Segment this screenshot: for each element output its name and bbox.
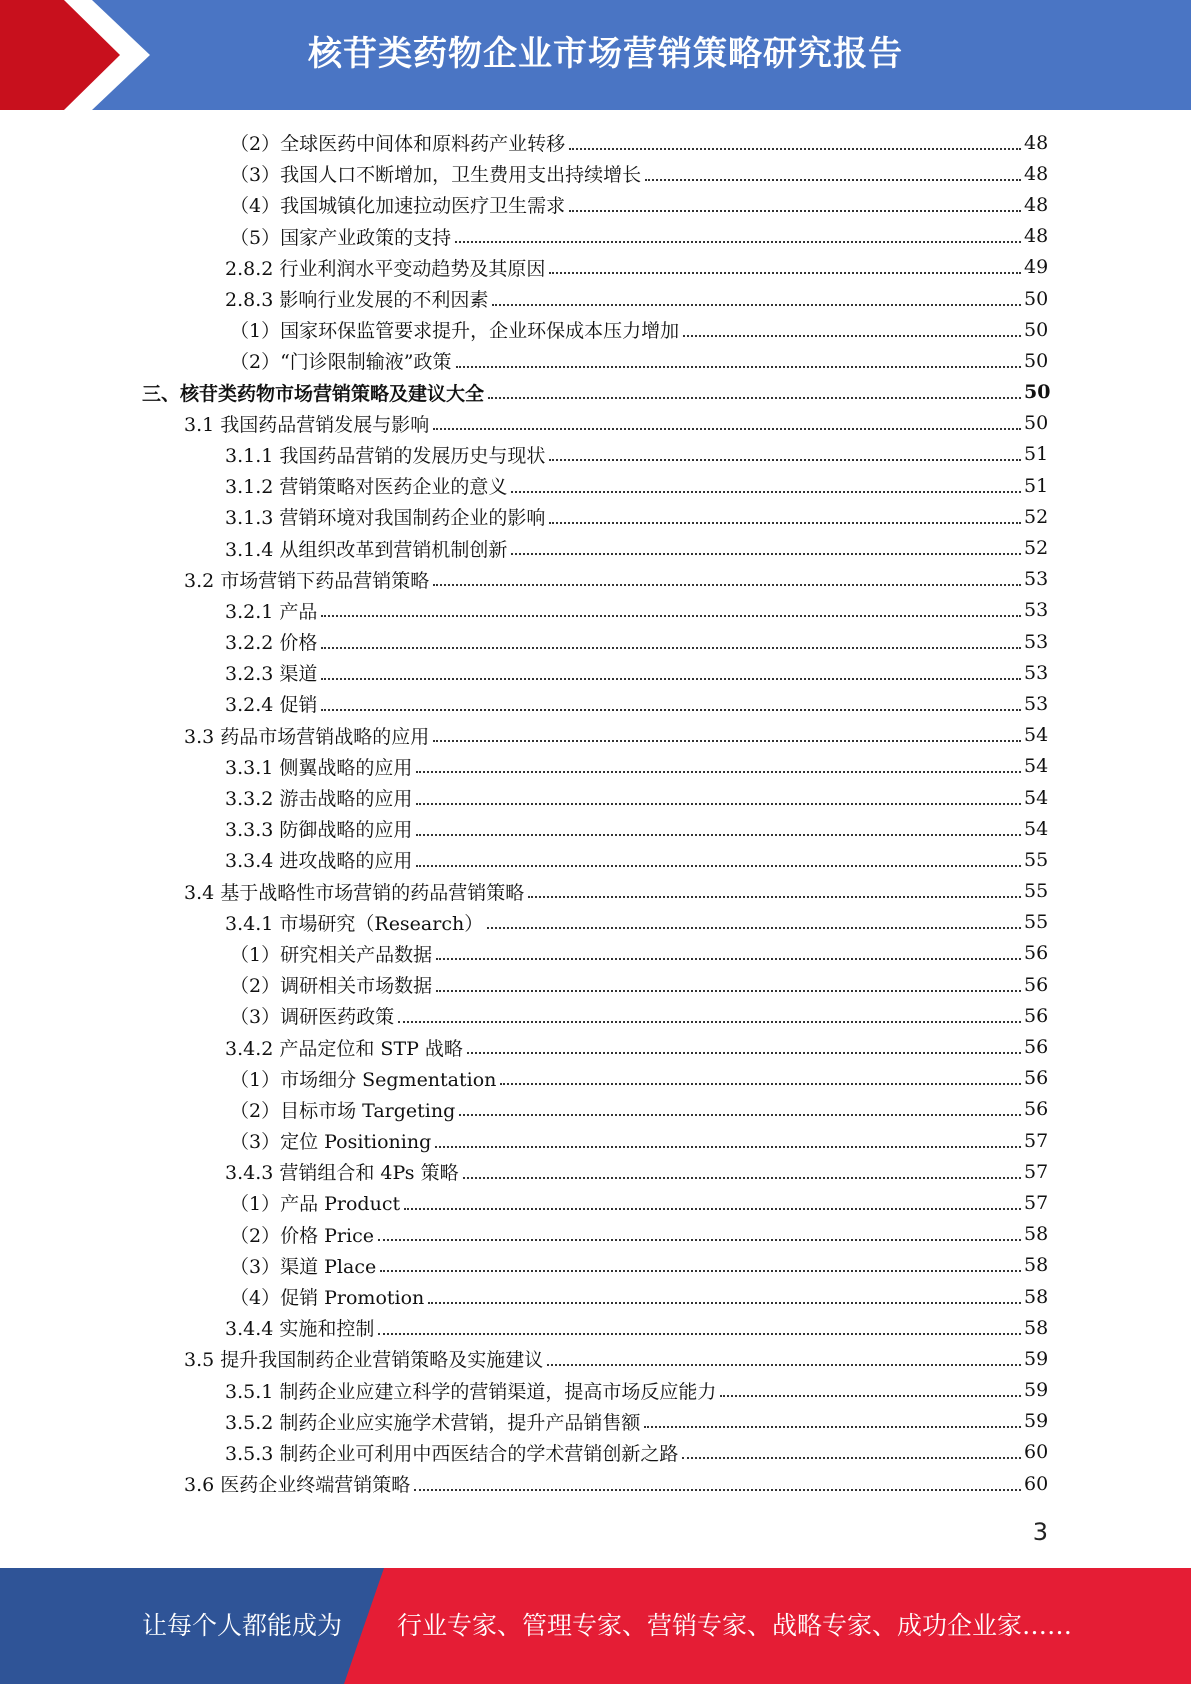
toc-entry-page: 54	[1024, 817, 1049, 840]
toc-entry-page: 52	[1024, 505, 1049, 528]
toc-entry-page: 48	[1024, 162, 1049, 185]
toc-dot-leader	[416, 771, 1021, 773]
toc-entry-title: 3.2.1 产品	[225, 600, 318, 623]
toc-entry[interactable]	[0, 1375, 1191, 1406]
toc-entry[interactable]	[0, 813, 1191, 844]
toc-entry[interactable]	[0, 532, 1191, 563]
toc-entry-page: 55	[1024, 880, 1049, 903]
toc-entry[interactable]	[0, 283, 1191, 314]
toc-entry-page: 59	[1024, 1410, 1049, 1433]
toc-entry-page: 57	[1024, 1129, 1049, 1152]
toc-entry-page: 56	[1024, 1004, 1049, 1027]
toc-dot-leader	[433, 740, 1021, 742]
toc-entry[interactable]	[0, 314, 1191, 345]
toc-entry[interactable]	[0, 720, 1191, 751]
toc-dot-leader	[428, 1302, 1021, 1304]
toc-dot-leader	[569, 210, 1021, 212]
toc-entry-page: 53	[1024, 692, 1049, 715]
toc-entry-title: 3.5.1 制药企业应建立科学的营销渠道，提高市场反应能力	[225, 1380, 717, 1403]
toc-entry-title: 3.4.2 产品定位和 STP 战略	[225, 1037, 463, 1060]
toc-entry-title: 3.5.3 制药企业可利用中西医结合的学术营销创新之路	[225, 1442, 679, 1465]
toc-entry[interactable]	[0, 1063, 1191, 1094]
toc-dot-leader	[414, 1489, 1021, 1491]
toc-entry[interactable]	[0, 1125, 1191, 1156]
toc-dot-leader	[488, 397, 1021, 399]
toc-entry-page: 49	[1024, 256, 1049, 279]
toc-dot-leader	[645, 179, 1021, 181]
toc-entry-page: 58	[1024, 1254, 1049, 1277]
toc-entry[interactable]	[0, 751, 1191, 782]
toc-entry-page: 56	[1024, 1067, 1049, 1090]
toc-dot-leader	[500, 1083, 1021, 1085]
toc-entry-title: 3.1.1 我国药品营销的发展历史与现状	[225, 444, 546, 467]
toc-entry-title: （3）渠道 Place	[230, 1255, 377, 1278]
toc-dot-leader	[683, 335, 1021, 337]
toc-entry-title: （1）产品 Product	[230, 1193, 401, 1216]
toc-entry[interactable]	[0, 969, 1191, 1000]
toc-entry-title: 三、核苷类药物市场营销策略及建议大全	[142, 382, 485, 405]
toc-dot-leader	[416, 803, 1021, 805]
toc-entry-page: 56	[1024, 942, 1049, 965]
toc-dot-leader	[549, 272, 1021, 274]
toc-entry[interactable]	[0, 626, 1191, 657]
toc-dot-leader	[467, 1052, 1021, 1054]
toc-entry[interactable]	[0, 1250, 1191, 1281]
toc-entry[interactable]	[0, 938, 1191, 969]
toc-entry-page: 56	[1024, 973, 1049, 996]
toc-entry-page: 48	[1024, 193, 1049, 216]
toc-entry-title: 3.3 药品市场营销战略的应用	[184, 725, 430, 748]
toc-entry-title: 3.2.2 价格	[225, 632, 318, 655]
toc-dot-leader	[549, 522, 1021, 524]
toc-entry-title: 2.8.3 影响行业发展的不利因素	[225, 289, 489, 312]
toc-entry[interactable]	[0, 501, 1191, 532]
toc-entry[interactable]	[0, 127, 1191, 158]
toc-entry[interactable]	[0, 221, 1191, 252]
toc-entry-title: 3.5 提升我国制药企业营销策略及实施建议	[184, 1349, 544, 1372]
toc-entry-title: （1）研究相关产品数据	[230, 943, 433, 966]
toc-entry[interactable]	[0, 1031, 1191, 1062]
toc-dot-leader	[378, 1333, 1021, 1335]
toc-entry-page: 48	[1024, 131, 1049, 154]
toc-dot-leader	[547, 1364, 1021, 1366]
toc-dot-leader	[463, 1177, 1021, 1179]
toc-entry[interactable]	[0, 688, 1191, 719]
toc-entry-title: （2）“门诊限制输液”政策	[230, 351, 452, 374]
toc-entry-title: （3）定位 Positioning	[230, 1131, 432, 1154]
toc-entry[interactable]	[0, 1156, 1191, 1187]
toc-dot-leader	[398, 1021, 1021, 1023]
toc-dot-leader	[455, 241, 1021, 243]
toc-dot-leader	[492, 304, 1021, 306]
toc-entry[interactable]	[0, 1000, 1191, 1031]
footer-slogan-right: 行业专家、管理专家、营销专家、战略专家、成功企业家……	[397, 1611, 1073, 1640]
toc-entry-title: 3.1.4 从组织改革到营销机制创新	[225, 538, 508, 561]
toc-entry-page: 51	[1024, 474, 1049, 497]
toc-entry[interactable]	[0, 1343, 1191, 1374]
toc-entry-page: 53	[1024, 568, 1049, 591]
toc-entry-page: 50	[1024, 318, 1049, 341]
toc-entry-page: 55	[1024, 911, 1049, 934]
toc-entry-title: 3.3.3 防御战略的应用	[225, 819, 413, 842]
toc-entry[interactable]	[0, 1187, 1191, 1218]
toc-entry-title: （4）促销 Promotion	[230, 1287, 425, 1310]
toc-dot-leader	[456, 366, 1021, 368]
toc-entry-title: 3.1.2 营销策略对医药企业的意义	[225, 476, 508, 499]
toc-entry-title: 2.8.2 行业利润水平变动趋势及其原因	[225, 257, 546, 280]
toc-entry-title: （3）调研医药政策	[230, 1006, 395, 1029]
toc-entry[interactable]	[0, 377, 1191, 408]
toc-dot-leader	[321, 615, 1021, 617]
toc-entry-page: 58	[1024, 1316, 1049, 1339]
toc-entry-title: 3.1 我国药品营销发展与影响	[184, 413, 430, 436]
toc-dot-leader	[436, 958, 1021, 960]
toc-entry-page: 56	[1024, 1098, 1049, 1121]
toc-dot-leader	[682, 1457, 1021, 1459]
toc-dot-leader	[528, 896, 1021, 898]
toc-dot-leader	[321, 678, 1021, 680]
toc-entry-page: 50	[1024, 381, 1051, 404]
toc-entry-title: 3.6 医药企业终端营销策略	[184, 1474, 411, 1497]
toc-entry-page: 59	[1024, 1379, 1049, 1402]
toc-entry-title: （5）国家产业政策的支持	[230, 226, 452, 249]
toc-entry[interactable]	[0, 1468, 1191, 1499]
toc-dot-leader	[378, 1239, 1021, 1241]
toc-entry-page: 53	[1024, 599, 1049, 622]
toc-dot-leader	[416, 865, 1021, 867]
toc-entry-page: 58	[1024, 1223, 1049, 1246]
toc-entry-title: 3.4.1 市場研究（Research）	[225, 912, 484, 935]
toc-entry-page: 60	[1024, 1441, 1049, 1464]
report-title: 核苷类药物企业市场营销策略研究报告	[308, 34, 903, 74]
toc-entry-title: 3.3.2 游击战略的应用	[225, 788, 413, 811]
toc-entry-page: 57	[1024, 1160, 1049, 1183]
toc-entry[interactable]	[0, 876, 1191, 907]
toc-entry-title: （1）市场细分 Segmentation	[230, 1068, 497, 1091]
toc-dot-leader	[511, 491, 1021, 493]
toc-dot-leader	[487, 927, 1021, 929]
toc-entry-page: 48	[1024, 225, 1049, 248]
toc-entry[interactable]	[0, 1437, 1191, 1468]
toc-entry-page: 53	[1024, 661, 1049, 684]
toc-entry-page: 50	[1024, 287, 1049, 310]
toc-entry-page: 57	[1024, 1191, 1049, 1214]
toc-entry-page: 58	[1024, 1285, 1049, 1308]
toc-entry-title: （2）目标市场 Targeting	[230, 1099, 456, 1122]
toc-dot-leader	[380, 1270, 1021, 1272]
toc-entry[interactable]	[0, 470, 1191, 501]
toc-entry-page: 54	[1024, 724, 1049, 747]
toc-entry-page: 54	[1024, 755, 1049, 778]
toc-entry-title: （2）调研相关市场数据	[230, 975, 433, 998]
toc-dot-leader	[459, 1114, 1021, 1116]
toc-entry-title: （4）我国城镇化加速拉动医疗卫生需求	[230, 195, 566, 218]
toc-entry-page: 52	[1024, 537, 1049, 560]
footer-banner	[0, 1568, 1191, 1684]
toc-entry-title: 3.3.4 进攻战略的应用	[225, 850, 413, 873]
toc-entry-page: 53	[1024, 630, 1049, 653]
toc-dot-leader	[435, 1146, 1021, 1148]
toc-entry-title: 3.4.3 营销组合和 4Ps 策略	[225, 1162, 459, 1185]
toc-entry[interactable]	[0, 1406, 1191, 1437]
toc-dot-leader	[433, 584, 1021, 586]
report-header	[0, 0, 1191, 110]
toc-entry[interactable]	[0, 158, 1191, 189]
toc-entry-title: （2）全球医药中间体和原料药产业转移	[230, 133, 566, 156]
toc-entry[interactable]	[0, 564, 1191, 595]
toc-entry-title: （2）价格 Price	[230, 1224, 374, 1247]
table-of-contents	[0, 127, 1191, 1499]
page-number: 3	[1032, 1518, 1048, 1546]
toc-entry[interactable]	[0, 1312, 1191, 1343]
toc-dot-leader	[720, 1395, 1021, 1397]
toc-dot-leader	[321, 647, 1021, 649]
toc-dot-leader	[569, 148, 1021, 150]
toc-entry[interactable]	[0, 345, 1191, 376]
toc-entry[interactable]	[0, 439, 1191, 470]
toc-entry-page: 55	[1024, 848, 1049, 871]
toc-entry-title: （3）我国人口不断增加，卫生费用支出持续增长	[230, 164, 642, 187]
toc-entry[interactable]	[0, 657, 1191, 688]
toc-entry-title: 3.3.1 侧翼战略的应用	[225, 756, 413, 779]
toc-entry[interactable]	[0, 1281, 1191, 1312]
toc-entry-title: 3.1.3 营销环境对我国制药企业的影响	[225, 507, 546, 530]
toc-entry-page: 56	[1024, 1036, 1049, 1059]
toc-entry-page: 51	[1024, 443, 1049, 466]
toc-entry-title: 3.2.3 渠道	[225, 663, 318, 686]
toc-dot-leader	[549, 459, 1021, 461]
toc-entry[interactable]	[0, 252, 1191, 283]
toc-entry-page: 59	[1024, 1347, 1049, 1370]
toc-entry[interactable]	[0, 782, 1191, 813]
toc-dot-leader	[321, 709, 1021, 711]
toc-entry-page: 50	[1024, 349, 1049, 372]
toc-entry-title: 3.4 基于战略性市场营销的药品营销策略	[184, 881, 525, 904]
toc-dot-leader	[436, 990, 1021, 992]
toc-dot-leader	[511, 553, 1021, 555]
footer-slogan-left: 让每个人都能成为	[142, 1611, 343, 1640]
toc-entry[interactable]	[0, 907, 1191, 938]
toc-entry[interactable]	[0, 1094, 1191, 1125]
toc-entry-title: 3.5.2 制药企业应实施学术营销，提升产品销售额	[225, 1411, 641, 1434]
toc-dot-leader	[433, 428, 1021, 430]
toc-entry-page: 60	[1024, 1472, 1049, 1495]
toc-entry[interactable]	[0, 408, 1191, 439]
toc-entry-title: 3.4.4 实施和控制	[225, 1318, 375, 1341]
toc-dot-leader	[644, 1426, 1021, 1428]
toc-dot-leader	[416, 834, 1021, 836]
toc-entry-title: 3.2.4 促销	[225, 694, 318, 717]
toc-entry[interactable]	[0, 595, 1191, 626]
toc-entry-title: （1）国家环保监管要求提升，企业环保成本压力增加	[230, 320, 680, 343]
toc-entry[interactable]	[0, 1219, 1191, 1250]
toc-entry[interactable]	[0, 844, 1191, 875]
toc-dot-leader	[404, 1208, 1021, 1210]
toc-entry-page: 54	[1024, 786, 1049, 809]
toc-entry-page: 50	[1024, 412, 1049, 435]
toc-entry-title: 3.2 市场营销下药品营销策略	[184, 569, 430, 592]
toc-entry[interactable]	[0, 189, 1191, 220]
